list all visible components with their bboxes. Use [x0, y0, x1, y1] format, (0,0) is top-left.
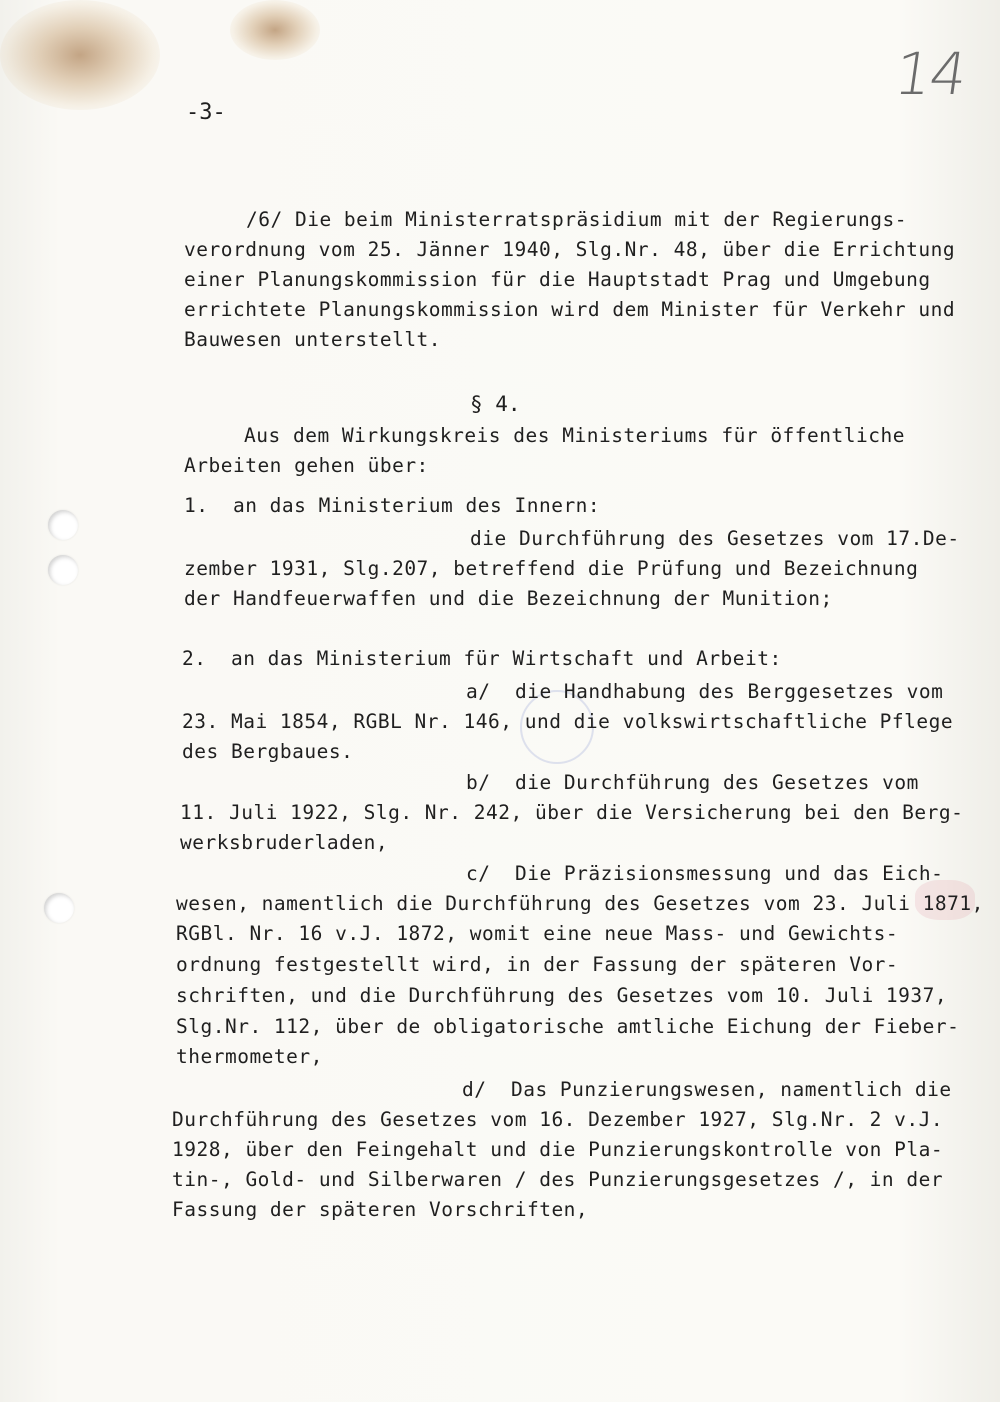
text-line: schriften, und die Durchführung des Gesetzes vom 10. Juli 1937,: [176, 984, 948, 1007]
section-heading: § 4.: [470, 392, 521, 416]
text-line: 11. Juli 1922, Slg. Nr. 242, über die Versicherung bei den Berg-: [180, 801, 964, 824]
text-line: Arbeiten gehen über:: [184, 454, 429, 477]
text-line: zember 1931, Slg.207, betreffend die Prüfung und Bezeichnung: [184, 557, 919, 580]
text-line: der Handfeuerwaffen und die Bezeichnung der Munition;: [184, 587, 833, 610]
text-line: RGBl. Nr. 16 v.J. 1872, womit eine neue Mass- und Gewichts-: [176, 922, 899, 945]
punch-hole: [44, 893, 74, 923]
text-line: wesen, namentlich die Durchführung des Gesetzes vom 23. Juli 1871,: [176, 892, 984, 915]
text-line: einer Planungskommission für die Hauptstadt Prag und Umgebung: [184, 268, 931, 291]
text-line: b/ die Durchführung des Gesetzes vom: [466, 771, 919, 794]
text-line: Slg.Nr. 112, über de obligatorische amtliche Eichung der Fieber-: [176, 1015, 960, 1038]
punch-hole: [48, 555, 78, 585]
text-line: errichtete Planungskommission wird dem Minister für Verkehr und: [184, 298, 956, 321]
text-line: 1. an das Ministerium des Innern:: [184, 494, 601, 517]
text-line: c/ Die Präzisionsmessung und das Eich-: [466, 862, 944, 885]
text-line: thermometer,: [176, 1045, 323, 1068]
text-line: Fassung der späteren Vorschriften,: [172, 1198, 589, 1221]
text-line: Bauwesen unterstellt.: [184, 328, 442, 351]
text-line: Durchführung des Gesetzes vom 16. Dezember 1927, Slg.Nr. 2 v.J.: [172, 1108, 944, 1131]
text-line: 2. an das Ministerium für Wirtschaft und Arbeit:: [182, 647, 782, 670]
text-line: d/ Das Punzierungswesen, namentlich die: [462, 1078, 952, 1101]
page-number: -3-: [186, 100, 226, 125]
text-line: /6/ Die beim Ministerratspräsidium mit der Regierungs-: [246, 208, 907, 231]
punch-hole: [48, 510, 78, 540]
text-line: verordnung vom 25. Jänner 1940, Slg.Nr. 48, über die Errichtung: [184, 238, 956, 261]
text-line: ordnung festgestellt wird, in der Fassung der späteren Vor-: [176, 953, 899, 976]
text-line: Aus dem Wirkungskreis des Ministeriums für öffentliche: [244, 424, 905, 447]
text-line: des Bergbaues.: [182, 740, 354, 763]
rust-stain: [230, 0, 320, 60]
text-line: 1928, über den Feingehalt und die Punzierungskontrolle von Pla-: [172, 1138, 944, 1161]
text-line: a/ die Handhabung des Berggesetzes vom: [466, 680, 944, 703]
rust-stain: [0, 0, 160, 110]
text-line: 23. Mai 1854, RGBL Nr. 146, und die volkswirtschaftliche Pflege: [182, 710, 954, 733]
text-line: tin-, Gold- und Silberwaren / des Punzierungsgesetzes /, in der: [172, 1168, 944, 1191]
text-line: die Durchführung des Gesetzes vom 17.De-: [470, 527, 960, 550]
handwritten-folio-number: 14: [890, 40, 970, 108]
text-line: werksbruderladen,: [180, 831, 389, 854]
